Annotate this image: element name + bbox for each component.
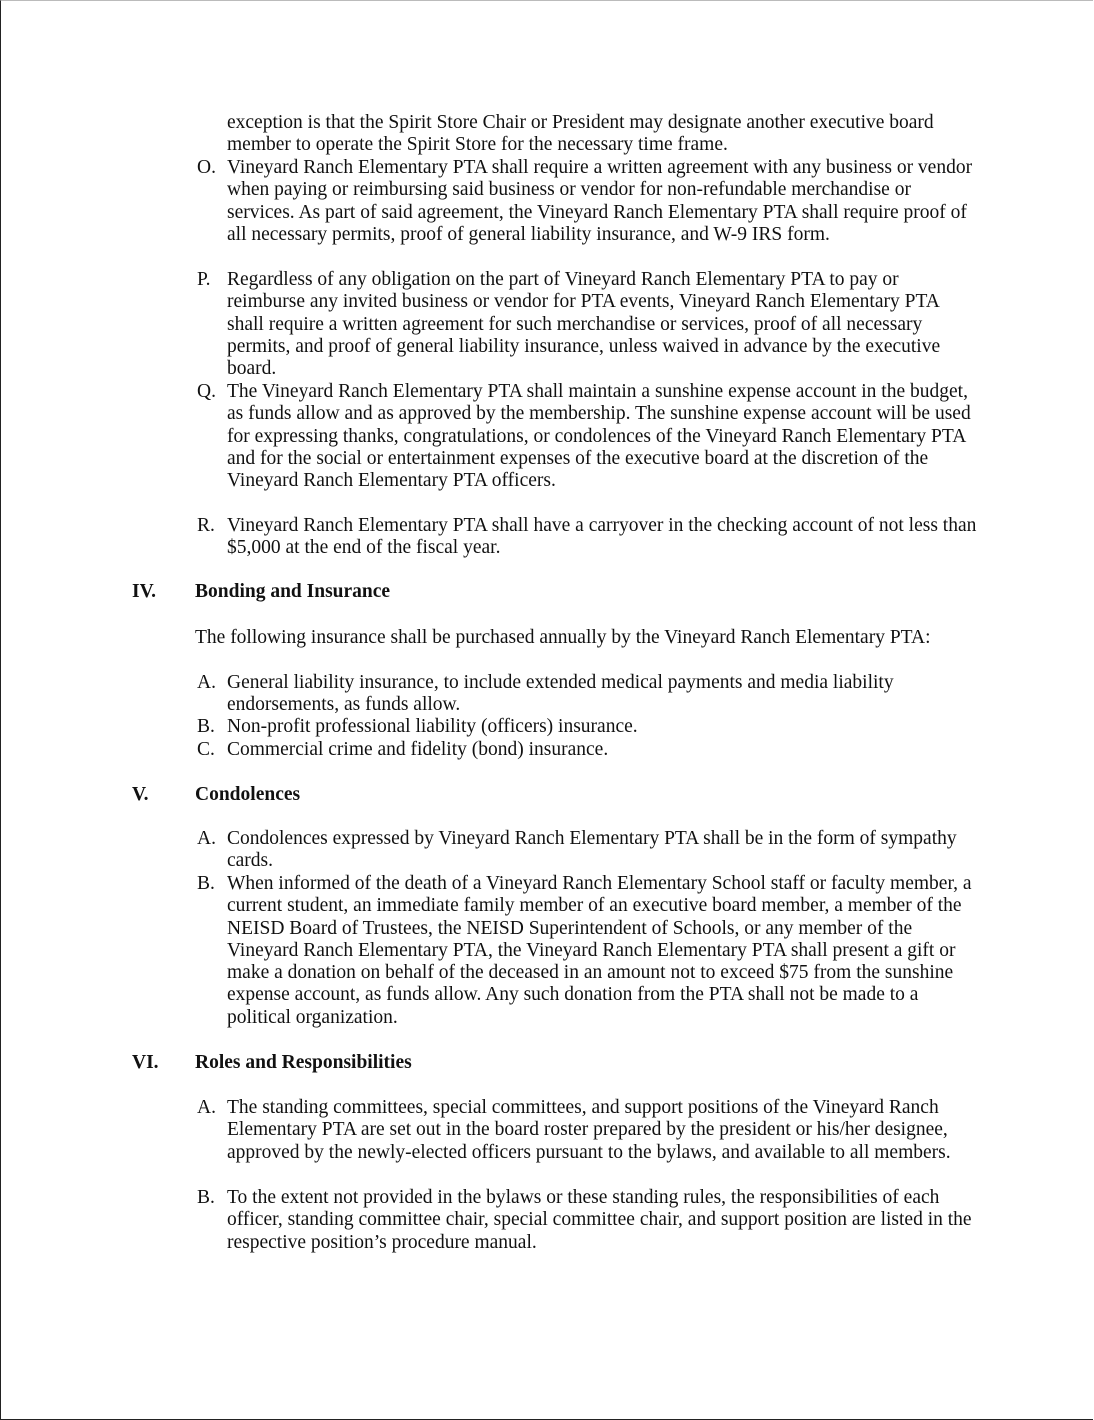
list-item-b xyxy=(197,873,977,1029)
item-text: Regardless of any obligation on the part of Vineyard Ranch Elementary PTA to pay or reimburse any invited business or vendor for PTA events, Vineyard Ranch Elementary PTA shall require a written agreement for such merchandise or services, proof of all necessary permits, and proof of general liability insurance, unless waived in advance by the executive board. xyxy=(227,269,941,380)
list-item-p xyxy=(197,269,977,380)
item-label: C. xyxy=(197,739,215,760)
item-text: The standing committees, special committees, and support positions of the Vineyard Ranch Elementary PTA are set out in the board roster prepared by the president or his/her designee, approved by the newly-elected officers pursuant to the bylaws, and available to all members. xyxy=(227,1097,951,1163)
item-label: P. xyxy=(197,269,211,290)
list-item-q xyxy=(197,381,977,492)
section-number-iv: IV. xyxy=(132,581,157,602)
item-label: B. xyxy=(197,873,215,894)
item-label: O. xyxy=(197,157,216,178)
list-item-c xyxy=(197,739,977,761)
list-item-r xyxy=(197,515,977,560)
item-text: Non-profit professional liability (officers) insurance. xyxy=(227,716,638,737)
section-title-bonding: Bonding and Insurance xyxy=(195,581,391,602)
item-text: Commercial crime and fidelity (bond) insurance. xyxy=(227,739,609,760)
item-text: To the extent not provided in the bylaws or these standing rules, the responsibilities of each officer, standing committee chair, special committee chair, and support position are listed in the respective position’s procedure manual. xyxy=(227,1187,972,1253)
section-title-condolences: Condolences xyxy=(195,784,301,805)
item-label: A. xyxy=(197,672,216,693)
item-label: A. xyxy=(197,1097,216,1118)
item-label: Q. xyxy=(197,381,216,402)
item-label: B. xyxy=(197,716,215,737)
item-n-continuation: exception is that the Spirit Store Chair or President may designate another executive board member to operate the Spirit Store for the necessary time frame. xyxy=(227,112,934,156)
item-text: General liability insurance, to include extended medical payments and media liability endorsements, as funds allow. xyxy=(227,672,894,716)
list-item-a xyxy=(197,828,977,873)
item-text: Condolences expressed by Vineyard Ranch Elementary PTA shall be in the form of sympathy cards. xyxy=(227,828,957,872)
section-number-vi: VI. xyxy=(132,1052,159,1073)
list-item-b xyxy=(197,716,977,738)
list-item-a xyxy=(197,672,977,717)
list-item-a xyxy=(197,1097,977,1164)
item-label: B. xyxy=(197,1187,215,1208)
item-text: Vineyard Ranch Elementary PTA shall require a written agreement with any business or vendor when paying or reimbursing said business or vendor for non-refundable merchandise or services. As part of said agreement, the Vineyard Ranch Elementary PTA shall require proof of all necessary permits, proof of general liability insurance, and W-9 IRS form. xyxy=(227,157,973,245)
item-label: A. xyxy=(197,828,216,849)
item-text: The Vineyard Ranch Elementary PTA shall maintain a sunshine expense account in the budget, as funds allow and as approved by the membership. The sunshine expense account will be used for expressing thanks, congratulations, or condolences of the Vineyard Ranch Elementary PTA and for the social or entertainment expenses of the executive board at the discretion of the Vineyard Ranch Elementary PTA officers. xyxy=(227,381,971,492)
section-number-v: V. xyxy=(132,784,149,805)
section-title-roles: Roles and Responsibilities xyxy=(195,1052,412,1073)
item-label: R. xyxy=(197,515,215,536)
section-intro: The following insurance shall be purchased annually by the Vineyard Ranch Elementary PTA: xyxy=(195,627,931,648)
list-item-o xyxy=(197,157,977,246)
list-item-b xyxy=(197,1187,977,1254)
item-text: Vineyard Ranch Elementary PTA shall have a carryover in the checking account of not less than $5,000 at the end of the fiscal year. xyxy=(227,515,977,559)
item-text: When informed of the death of a Vineyard Ranch Elementary School staff or faculty member, a current student, an immediate family member of an executive board member, a member of the NEISD Board of Trustees, the NEISD Superintendent of Schools, or any member of the Vineyard Ranch Elementary PTA, the Vineyard Ranch Elementary PTA shall present a gift or make a donation on behalf of the deceased in an amount not to exceed $75 from the sunshine expense account, as funds allow. Any such donation from the PTA shall not be made to a political organization. xyxy=(227,873,972,1028)
